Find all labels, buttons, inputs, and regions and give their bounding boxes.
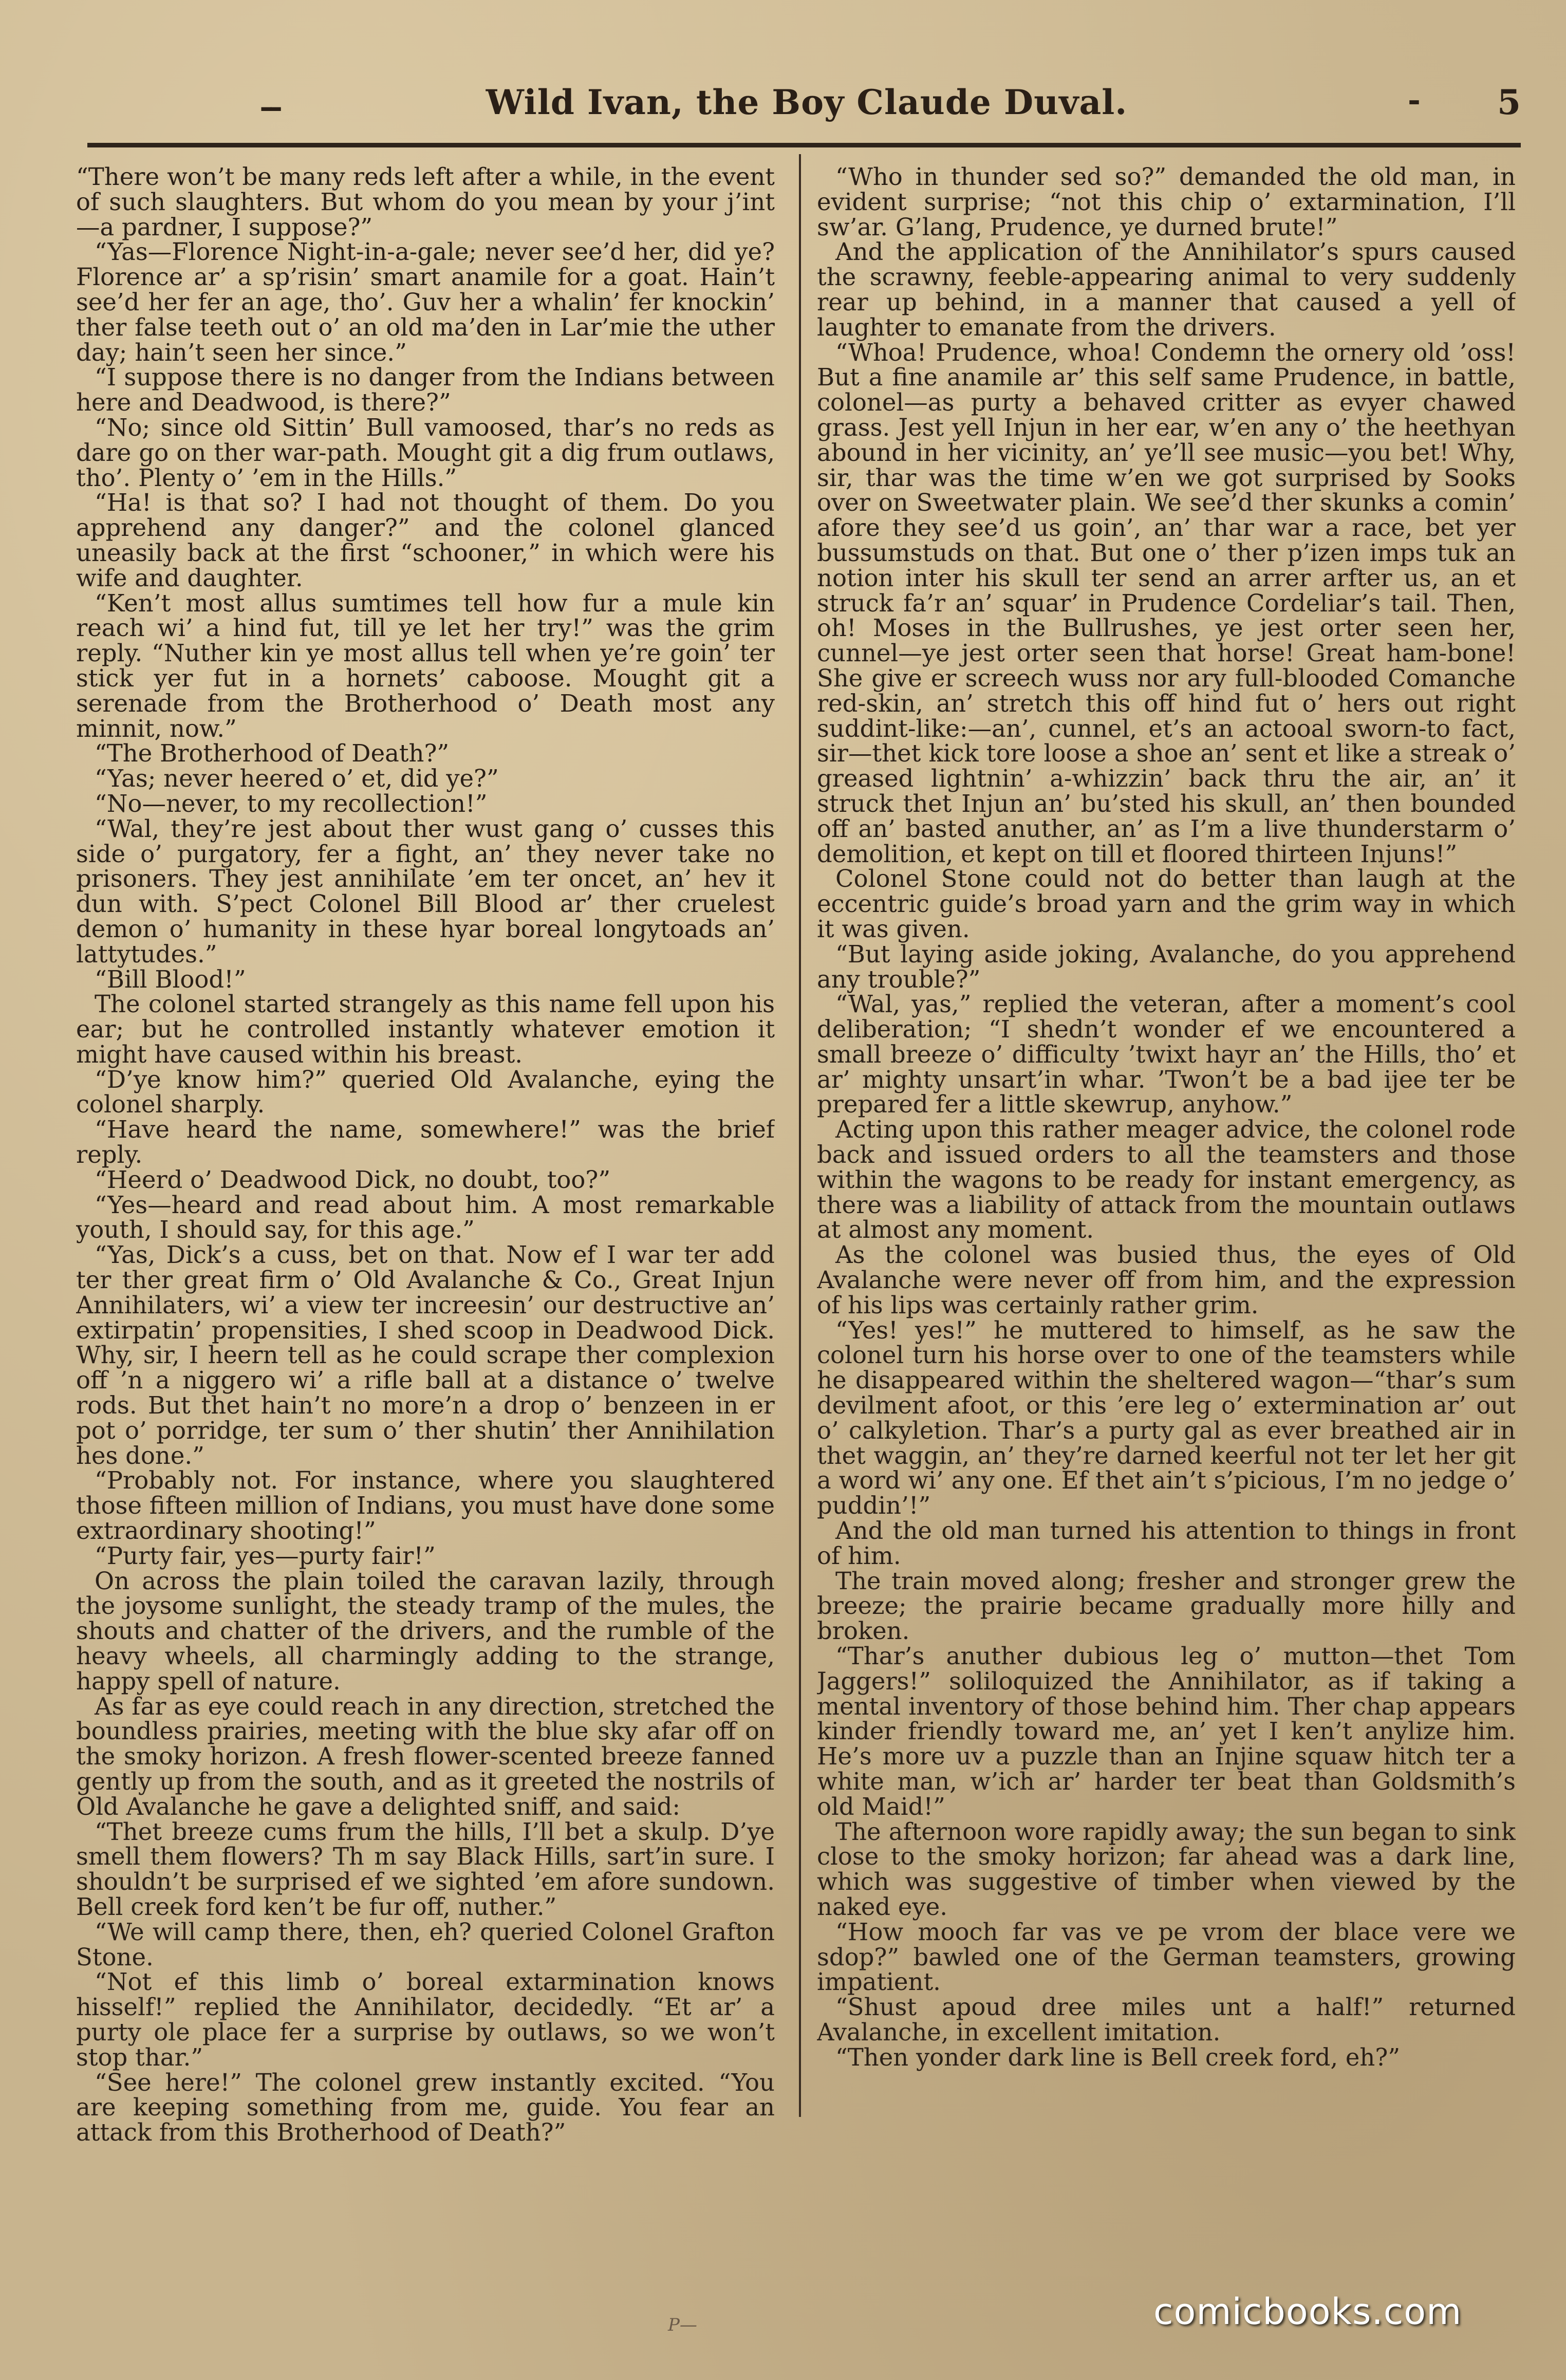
paragraph: “Purty fair, yes—purty fair!” bbox=[95, 1541, 436, 1570]
paragraph: “Wal, yas,” replied the veteran, after a moment’s cool deliberation; “I shedn’t wonder ef we encountered a small breeze o’ difficulty ’twixt hayr an’ the Hills, tho’ et ar’ mighty unsart’in whar. ’Twon’t be a bad ijee ter be prepared fer a little skewrup, anyhow.” bbox=[817, 990, 1516, 1119]
paragraph: As far as eye could reach in any direction, stretched the boundless prairies, meeting with the blue sky afar off on the smoky horizon. A fresh flower-scented breeze fanned gently up from the south, and as it greeted the nostrils of Old Avalanche he gave a delighted sniff, and said: bbox=[76, 1692, 775, 1820]
paragraph: “Heerd o’ Deadwood Dick, no doubt, too?” bbox=[95, 1165, 611, 1194]
paragraph: “Yes! yes!” he muttered to himself, as he saw the colonel turn his horse over to one of the teamsters while he disappeared within the sheltered wagon—“thar’s sum devilment afoot, or this ’ere leg o’ extermination ar’ out o’ calkyletion. Thar’s a purty gal as ever breathed air in thet waggin, an’ they’re darned keerful not ter let her git a word wi’ any one. Ef thet ain’t s’picious, I’m no jedge o’ puddin’!” bbox=[817, 1316, 1516, 1520]
paragraph: “Thet breeze cums frum the hills, I’ll bet a skulp. D’ye smell them flowers? Th m say Black Hills, sart’in sure. I shouldn’t be surprised ef we sighted ’em afore sundown. Bell creek ford ken’t be fur off, nuther.” bbox=[76, 1817, 775, 1921]
paragraph: “Yes—heard and read about him. A most remarkable youth, I should say, for this age.” bbox=[76, 1191, 775, 1244]
paragraph: “But laying aside joking, Avalanche, do you apprehend any trouble?” bbox=[817, 940, 1516, 993]
paragraph: “Shust apoud dree miles unt a half!” returned Avalanche, in excellent imitation. bbox=[817, 1993, 1516, 2046]
paragraph: “Ken’t most allus sumtimes tell how fur a mule kin reach wi’ a hind fut, till ye let her try!” was the grim reply. “Nuther kin ye most allus tell when ye’re goin’ ter stick yer fut in a hornets’ caboose. Mought git a serenade from the Brotherhood o’ Death most any minnit, now.” bbox=[76, 589, 775, 742]
paragraph: “Who in thunder sed so?” demanded the old man, in evident surprise; “not this chip o’ extarmination, I’ll sw’ar. G’lang, Prudence, ye durned brute!” bbox=[817, 164, 1516, 241]
paragraph: On across the plain toiled the caravan lazily, through the joysome sunlight, the steady tramp of the mules, the shouts and chatter of the drivers, and the rumble of the heavy wheels, all charmingly adding to the strange, happy spell of nature. bbox=[76, 1567, 775, 1695]
paragraph: “No; since old Sittin’ Bull vamoosed, thar’s no reds as dare go on ther war-path. Mought git a dig frum outlaws, tho’. Plenty o’ ’em in the Hills.” bbox=[76, 413, 775, 492]
paragraph: “Wal, they’re jest about ther wust gang o’ cusses this side o’ purgatory, fer a fight, an’ they never take no prisoners. They jest annihilate ’em ter oncet, an’ hev it dun with. S’pect Colonel Bill Blood ar’ ther cruelest demon o’ humanity in these hyar boreal longytoads an’ lattytudes.” bbox=[76, 814, 775, 968]
paragraph: “How mooch far vas ve pe vrom der blace vere we sdop?” bawled one of the German teamsters, growing impatient. bbox=[817, 1918, 1516, 1996]
page-header bbox=[87, 77, 1526, 139]
running-title: Wild Ivan, the Boy Claude Duval. bbox=[486, 82, 1128, 122]
paragraph: Colonel Stone could not do better than laugh at the eccentric guide’s broad yarn and the grim way in which it was given. bbox=[817, 865, 1516, 943]
paragraph: And the old man turned his attention to things in front of him. bbox=[817, 1517, 1516, 1570]
paragraph: “I suppose there is no danger from the Indians between here and Deadwood, is there?” bbox=[76, 363, 775, 417]
paragraph: “The Brotherhood of Death?” bbox=[95, 739, 450, 768]
site-watermark: comicbooks.com bbox=[1153, 2291, 1462, 2333]
right-column bbox=[817, 164, 1516, 2240]
left-column bbox=[76, 164, 775, 2240]
header-rule bbox=[87, 143, 1521, 147]
paragraph: “Yas—Florence Night-in-a-gale; never see’d her, did ye? Florence ar’ a sp’risin’ smart anamile for a goat. Hain’t see’d her fer an age, tho’. Guv her a whalin’ fer knockin’ ther false teeth out o’ an old ma’den in Lar’mie the uther day; hain’t seen her since.” bbox=[76, 238, 775, 366]
paragraph: “We will camp there, then, eh? queried Colonel Grafton Stone. bbox=[76, 1918, 775, 1971]
header-left-mark: ــ bbox=[262, 82, 281, 118]
paragraph: “Whoa! Prudence, whoa! Condemn the ornery old ’oss! But a fine anamile ar’ this self same Prudence, in battle, colonel—as purty a behaved critter as evyer chawed grass. Jest yell Injun in her ear, w’en any o’ the heethyan abound in her vicinity, an’ ye’ll see music—you bet! Why, sir, thar was the time w’en we got surprised by Sooks over on Sweetwater plain. We see’d ther skunks a comin’ afore they see’d us goin’, an’ thar war a race, bet yer bussumstuds on that. But one o’ ther p’izen imps tuk an notion inter his skull ter send an arrer arfter us, an et struck fa’r an’ squar’ in Prudence Cordeliar’s tail. Then, oh! Moses in the Bullrushes, ye jest orter seen her, cunnel—ye jest orter seen that horse! Great ham-bone! She give er screech wuss nor ary full-blooded Comanche red-skin, an’ stretch this off hind fut o’ hers out right suddint-like:—an’, cunnel, et’s an actooal sworn-to fact, sir—thet kick tore loose a shoe an’ sent et like a streak o’ greased lightnin’ a-whizzin’ back thru the air, an’ it struck thet Injun an’ bu’sted his skull, an’ then bounded off an’ basted anuther, an’ as I’m a live thunderstarm o’ demolition, et kept on till et floored thirteen Injuns!” bbox=[817, 338, 1516, 868]
paragraph: “Thar’s anuther dubious leg o’ mutton—thet Tom Jaggers!” soliloquized the Annihilator, as if taking a mental inventory of those behind him. Ther chap appears kinder friendly toward me, an’ yet I ken’t anylize him. He’s more uv a puzzle than an Injine squaw hitch ter a white man, w’ich ar’ harder ter beat than Goldsmith’s old Maid!” bbox=[817, 1642, 1516, 1820]
paragraph: “There won’t be many reds left after a while, in the event of such slaughters. But whom do you mean by your j’int—a pardner, I suppose?” bbox=[76, 164, 775, 241]
paragraph: “Ha! is that so? I had not thought of them. Do you apprehend any danger?” and the colonel glanced uneasily back at the first “schooner,” in which were his wife and daughter. bbox=[76, 489, 775, 592]
paragraph: “No—never, to my recollection!” bbox=[95, 789, 488, 817]
paragraph: Acting upon this rather meager advice, the colonel rode back and issued orders to all the teamsters and those within the wagons to be ready for instant emergency, as there was a liability of attack from the mountain outlaws at almost any moment. bbox=[817, 1115, 1516, 1244]
paragraph: And the application of the Annihilator’s spurs caused the scrawny, feeble-appearing animal to very suddenly rear up behind, in a manner that caused a yell of laughter to emanate from the drivers. bbox=[817, 238, 1516, 341]
page-number: 5 bbox=[1497, 82, 1521, 122]
header-right-mark: - bbox=[1408, 82, 1421, 118]
paragraph: As the colonel was busied thus, the eyes of Old Avalanche were never off from him, and the expression of his lips was certainly rather grim. bbox=[817, 1241, 1516, 1319]
paragraph: “Not ef this limb o’ boreal extarmination knows hisself!” replied the Annihilator, decidedly. “Et ar’ a purty ole place fer a surprise by outlaws, so we won’t stop thar.” bbox=[76, 1968, 775, 2071]
paragraph: “Yas; never heered o’ et, did ye?” bbox=[95, 765, 499, 793]
paragraph: “Then yonder dark line is Bell creek ford, eh?” bbox=[835, 2043, 1401, 2071]
paragraph: “D’ye know him?” queried Old Avalanche, eying the colonel sharply. bbox=[76, 1065, 775, 1119]
ink-stamp: P— bbox=[668, 2315, 697, 2335]
paragraph: “Have heard the name, somewhere!” was the brief reply. bbox=[76, 1115, 775, 1169]
paragraph: The colonel started strangely as this name fell upon his ear; but he controlled instantly whatever emotion it might have caused within his breast. bbox=[76, 990, 775, 1068]
paragraph: The afternoon wore rapidly away; the sun began to sink close to the smoky horizon; far ahead was a dark line, which was suggestive of timber when viewed by the naked eye. bbox=[817, 1817, 1516, 1921]
column-divider bbox=[799, 154, 801, 2117]
paragraph: “Yas, Dick’s a cuss, bet on that. Now ef I war ter add ter ther great firm o’ Old Avalanche & Co., Great Injun Annihilaters, wi’ a view ter increesin’ our destructive an’ extirpatin’ propensities, I shed scoop in Deadwood Dick. Why, sir, I heern tell as he could scrape ther complexion off ’n a niggero wi’ a rifle ball at a distance o’ twelve rods. But thet hain’t no more’n a drop o’ benzeen in er pot o’ porridge, ter sum o’ ther shutin’ ther Annihilation hes done.” bbox=[76, 1241, 775, 1470]
paragraph: “See here!” The colonel grew instantly excited. “You are keeping something from me, guide. You fear an attack from this Brotherhood of Death?” bbox=[76, 2068, 775, 2147]
paragraph: “Probably not. For instance, where you slaughtered those fifteen million of Indians, you must have done some extraordinary shooting!” bbox=[76, 1466, 775, 1545]
paragraph: The train moved along; fresher and stronger grew the breeze; the prairie became gradually more hilly and broken. bbox=[817, 1567, 1516, 1645]
paragraph: “Bill Blood!” bbox=[95, 965, 246, 993]
